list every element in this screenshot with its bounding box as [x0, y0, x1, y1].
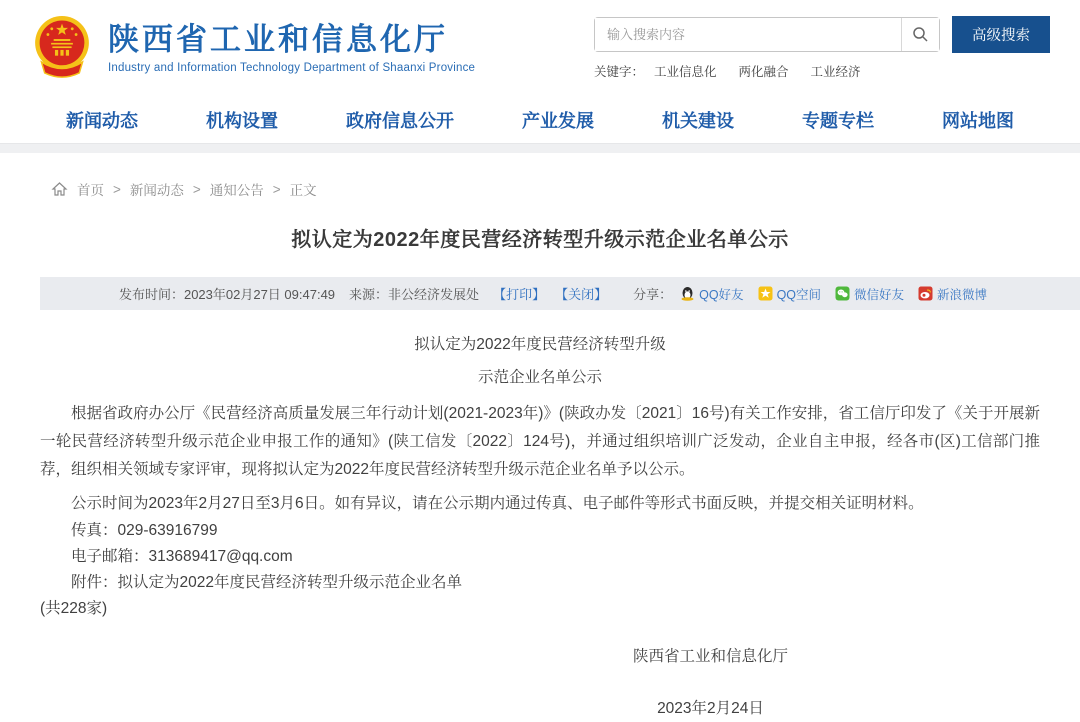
- nav-item-news[interactable]: 新闻动态: [66, 110, 138, 131]
- nav-item-agency[interactable]: 机关建设: [662, 110, 734, 131]
- signature-block: [633, 644, 788, 722]
- publish-time: 2023年02月27日 09:47:49: [183, 287, 336, 302]
- share-label: 分享：: [633, 287, 673, 302]
- nav-item-sitemap[interactable]: 网站地图: [942, 110, 1014, 131]
- article-body: [40, 328, 1040, 722]
- wechat-icon: [835, 286, 850, 301]
- signature-date: 2023年2月24日: [657, 700, 764, 717]
- attachment-link[interactable]: 附件：拟认定为2022年度民营经济转型升级示范企业名单: [71, 574, 462, 591]
- body-paragraph-2: 公示时间为2023年2月27日至3月6日。如有异议，请在公示期内通过传真、电子邮件等形式书面反映，并提交相关证明材料。: [71, 495, 924, 512]
- search-input[interactable]: [595, 18, 901, 51]
- body-paragraph-1: 根据省政府办公厅《民营经济高质量发展三年行动计划(2021-2023年)》(陕政办发〔2021〕16号)有关工作安排，省工信厅印发了《关于开展新一轮民营经济转型升级示范企业申报工作的通知》(陕工信发〔2022〕124号)，并通过组织培训广泛发动，企业自主申报，经各市(区)工信部门推荐，组织相关领域专家评审，现将拟认定为2022年度民营经济转型升级示范企业名单予以公示。: [40, 405, 1040, 478]
- page-content: [0, 153, 1080, 722]
- source-label: 来源：: [349, 287, 389, 302]
- nav-item-gov-info[interactable]: 政府信息公开: [346, 110, 454, 131]
- keywords-label: 关键字：: [594, 65, 645, 79]
- article-title: 拟认定为2022年度民营经济转型升级示范企业名单公示: [291, 229, 789, 251]
- keyword-link[interactable]: 工业经济: [810, 65, 861, 79]
- fax-line: 传真：029-63916799: [71, 522, 218, 539]
- breadcrumb-home[interactable]: 首页: [77, 183, 104, 198]
- share-qq[interactable]: [680, 285, 743, 303]
- main-nav: [0, 96, 1080, 143]
- share-qq-label: QQ好友: [699, 287, 744, 302]
- national-emblem-icon: [30, 13, 94, 83]
- weibo-icon: [918, 286, 933, 301]
- nav-item-topics[interactable]: 专题专栏: [802, 110, 874, 131]
- breadcrumb: [52, 179, 1040, 199]
- email-line: 电子邮箱：313689417@qq.com: [71, 548, 293, 565]
- keyword-link[interactable]: 工业信息化: [654, 65, 717, 79]
- keywords-row: [594, 62, 1050, 80]
- breadcrumb-separator: >: [192, 181, 201, 197]
- site-subtitle: Industry and Information Technology Department of Shaanxi Province: [108, 61, 476, 74]
- site-title: 陕西省工业和信息化厅: [108, 22, 448, 58]
- site-logo[interactable]: [30, 13, 475, 83]
- qzone-icon: [758, 286, 773, 301]
- source-value: 非公经济发展处: [388, 287, 480, 302]
- site-header: [0, 0, 1080, 96]
- breadcrumb-notices[interactable]: 通知公告: [209, 183, 264, 198]
- share-qzone-label: QQ空间: [776, 287, 822, 302]
- publish-time-label: 发布时间：: [118, 287, 184, 302]
- breadcrumb-separator: >: [272, 181, 281, 197]
- search-area: [594, 16, 1050, 80]
- share-wechat[interactable]: [835, 285, 904, 303]
- share-weibo-label: 新浪微博: [937, 287, 988, 302]
- search-box: [594, 17, 940, 52]
- site-title-block: [108, 22, 475, 74]
- share-weibo[interactable]: [918, 285, 987, 303]
- keyword-link[interactable]: 两化融合: [738, 65, 789, 79]
- body-heading-line1: 拟认定为2022年度民营经济转型升级: [414, 336, 666, 353]
- nav-divider: [0, 143, 1080, 153]
- signature-org: 陕西省工业和信息化厅: [632, 648, 788, 665]
- print-button[interactable]: 【打印】: [493, 287, 546, 302]
- breadcrumb-current: 正文: [289, 183, 317, 198]
- company-count: (共228家): [40, 600, 108, 617]
- home-icon[interactable]: [52, 182, 67, 196]
- share-wechat-label: 微信好友: [854, 287, 905, 302]
- advanced-search-button[interactable]: 高级搜索: [952, 16, 1050, 53]
- breadcrumb-separator: >: [113, 181, 121, 197]
- nav-item-industry[interactable]: 产业发展: [522, 110, 594, 131]
- nav-item-org[interactable]: 机构设置: [206, 110, 278, 131]
- share-qzone[interactable]: [758, 285, 821, 303]
- search-icon[interactable]: [901, 18, 939, 51]
- article-meta-bar: [40, 277, 1080, 310]
- breadcrumb-news[interactable]: 新闻动态: [129, 183, 184, 198]
- qq-icon: [680, 286, 695, 301]
- body-heading-line2: 示范企业名单公示: [477, 369, 602, 386]
- close-button[interactable]: 【关闭】: [555, 287, 608, 302]
